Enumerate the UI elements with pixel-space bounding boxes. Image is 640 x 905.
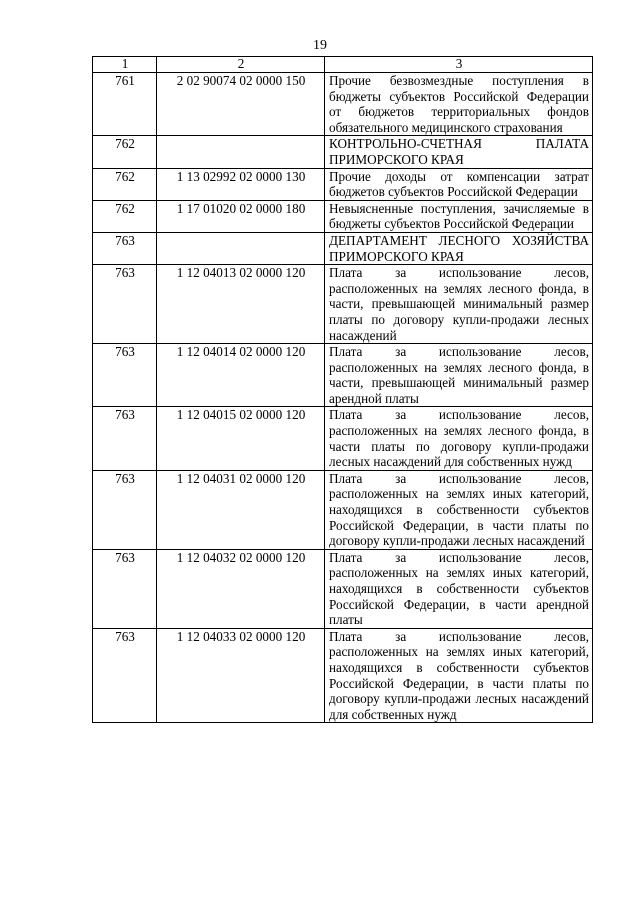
table-row — [93, 232, 593, 264]
table-row — [93, 470, 593, 549]
admin-code-cell: 763 — [93, 628, 157, 723]
admin-code-cell: 763 — [93, 407, 157, 470]
admin-code-cell: 761 — [93, 73, 157, 136]
revenue-name-cell: Прочие доходы от компенсации затрат бюджетов субъектов Российской Федерации — [325, 168, 593, 200]
revenue-code-cell: 1 12 04014 02 0000 120 — [157, 344, 325, 407]
admin-code-cell: 763 — [93, 265, 157, 344]
admin-code-cell: 762 — [93, 168, 157, 200]
revenue-name-cell: Плата за использование лесов, расположенных на землях лесного фонда, в части, превышающей минимальный размер платы по договору купли-продажи лесных насаждений — [325, 265, 593, 344]
revenue-name-cell: Плата за использование лесов, расположенных на землях иных категорий, находящихся в собственности субъектов Российской Федерации, в части платы по договору купли-продажи лесных насаждений для собственных нужд — [325, 628, 593, 723]
revenue-code-cell — [157, 232, 325, 264]
revenue-code-cell — [157, 136, 325, 168]
table-row — [93, 344, 593, 407]
revenue-code-cell: 2 02 90074 02 0000 150 — [157, 73, 325, 136]
table-row — [93, 73, 593, 136]
table-header-row — [93, 57, 593, 73]
table-row — [93, 168, 593, 200]
revenue-name-cell: Прочие безвозмездные поступления в бюджеты субъектов Российской Федерации от бюджетов территориальных фондов обязательного медицинского страхования — [325, 73, 593, 136]
column-header-1: 1 — [93, 57, 157, 73]
admin-code-cell: 763 — [93, 549, 157, 628]
table-row — [93, 549, 593, 628]
admin-code-cell: 762 — [93, 136, 157, 168]
revenue-name-cell: Плата за использование лесов, расположенных на землях лесного фонда, в части платы по договору купли-продажи лесных насаждений для собственных нужд — [325, 407, 593, 470]
revenue-name-cell: Плата за использование лесов, расположенных на землях иных категорий, находящихся в собственности субъектов Российской Федерации, в части платы по договору купли-продажи лесных насаждений — [325, 470, 593, 549]
admin-code-cell: 762 — [93, 200, 157, 232]
page-number: 19 — [313, 38, 327, 53]
admin-code-cell: 763 — [93, 470, 157, 549]
administrator-heading-cell: ДЕПАРТАМЕНТ ЛЕСНОГО ХОЗЯЙСТВА ПРИМОРСКОГО КРАЯ — [325, 232, 593, 264]
administrator-heading-cell: КОНТРОЛЬНО-СЧЕТНАЯ ПАЛАТА ПРИМОРСКОГО КРАЯ — [325, 136, 593, 168]
revenue-code-cell: 1 12 04032 02 0000 120 — [157, 549, 325, 628]
revenue-name-cell: Плата за использование лесов, расположенных на землях иных категорий, находящихся в собственности субъектов Российской Федерации, в части арендной платы — [325, 549, 593, 628]
table-row — [93, 265, 593, 344]
admin-code-cell: 763 — [93, 232, 157, 264]
revenue-classification-table — [92, 56, 593, 723]
column-header-3: 3 — [325, 57, 593, 73]
revenue-code-cell: 1 12 04015 02 0000 120 — [157, 407, 325, 470]
revenue-code-cell: 1 17 01020 02 0000 180 — [157, 200, 325, 232]
admin-code-cell: 763 — [93, 344, 157, 407]
table-row — [93, 407, 593, 470]
revenue-name-cell: Невыясненные поступления, зачисляемые в бюджеты субъектов Российской Федерации — [325, 200, 593, 232]
table-row — [93, 200, 593, 232]
revenue-code-cell: 1 12 04033 02 0000 120 — [157, 628, 325, 723]
revenue-code-cell: 1 12 04031 02 0000 120 — [157, 470, 325, 549]
revenue-code-cell: 1 12 04013 02 0000 120 — [157, 265, 325, 344]
table-row — [93, 136, 593, 168]
revenue-name-cell: Плата за использование лесов, расположенных на землях лесного фонда, в части, превышающей минимальный размер арендной платы — [325, 344, 593, 407]
table-row — [93, 628, 593, 723]
column-header-2: 2 — [157, 57, 325, 73]
revenue-code-cell: 1 13 02992 02 0000 130 — [157, 168, 325, 200]
